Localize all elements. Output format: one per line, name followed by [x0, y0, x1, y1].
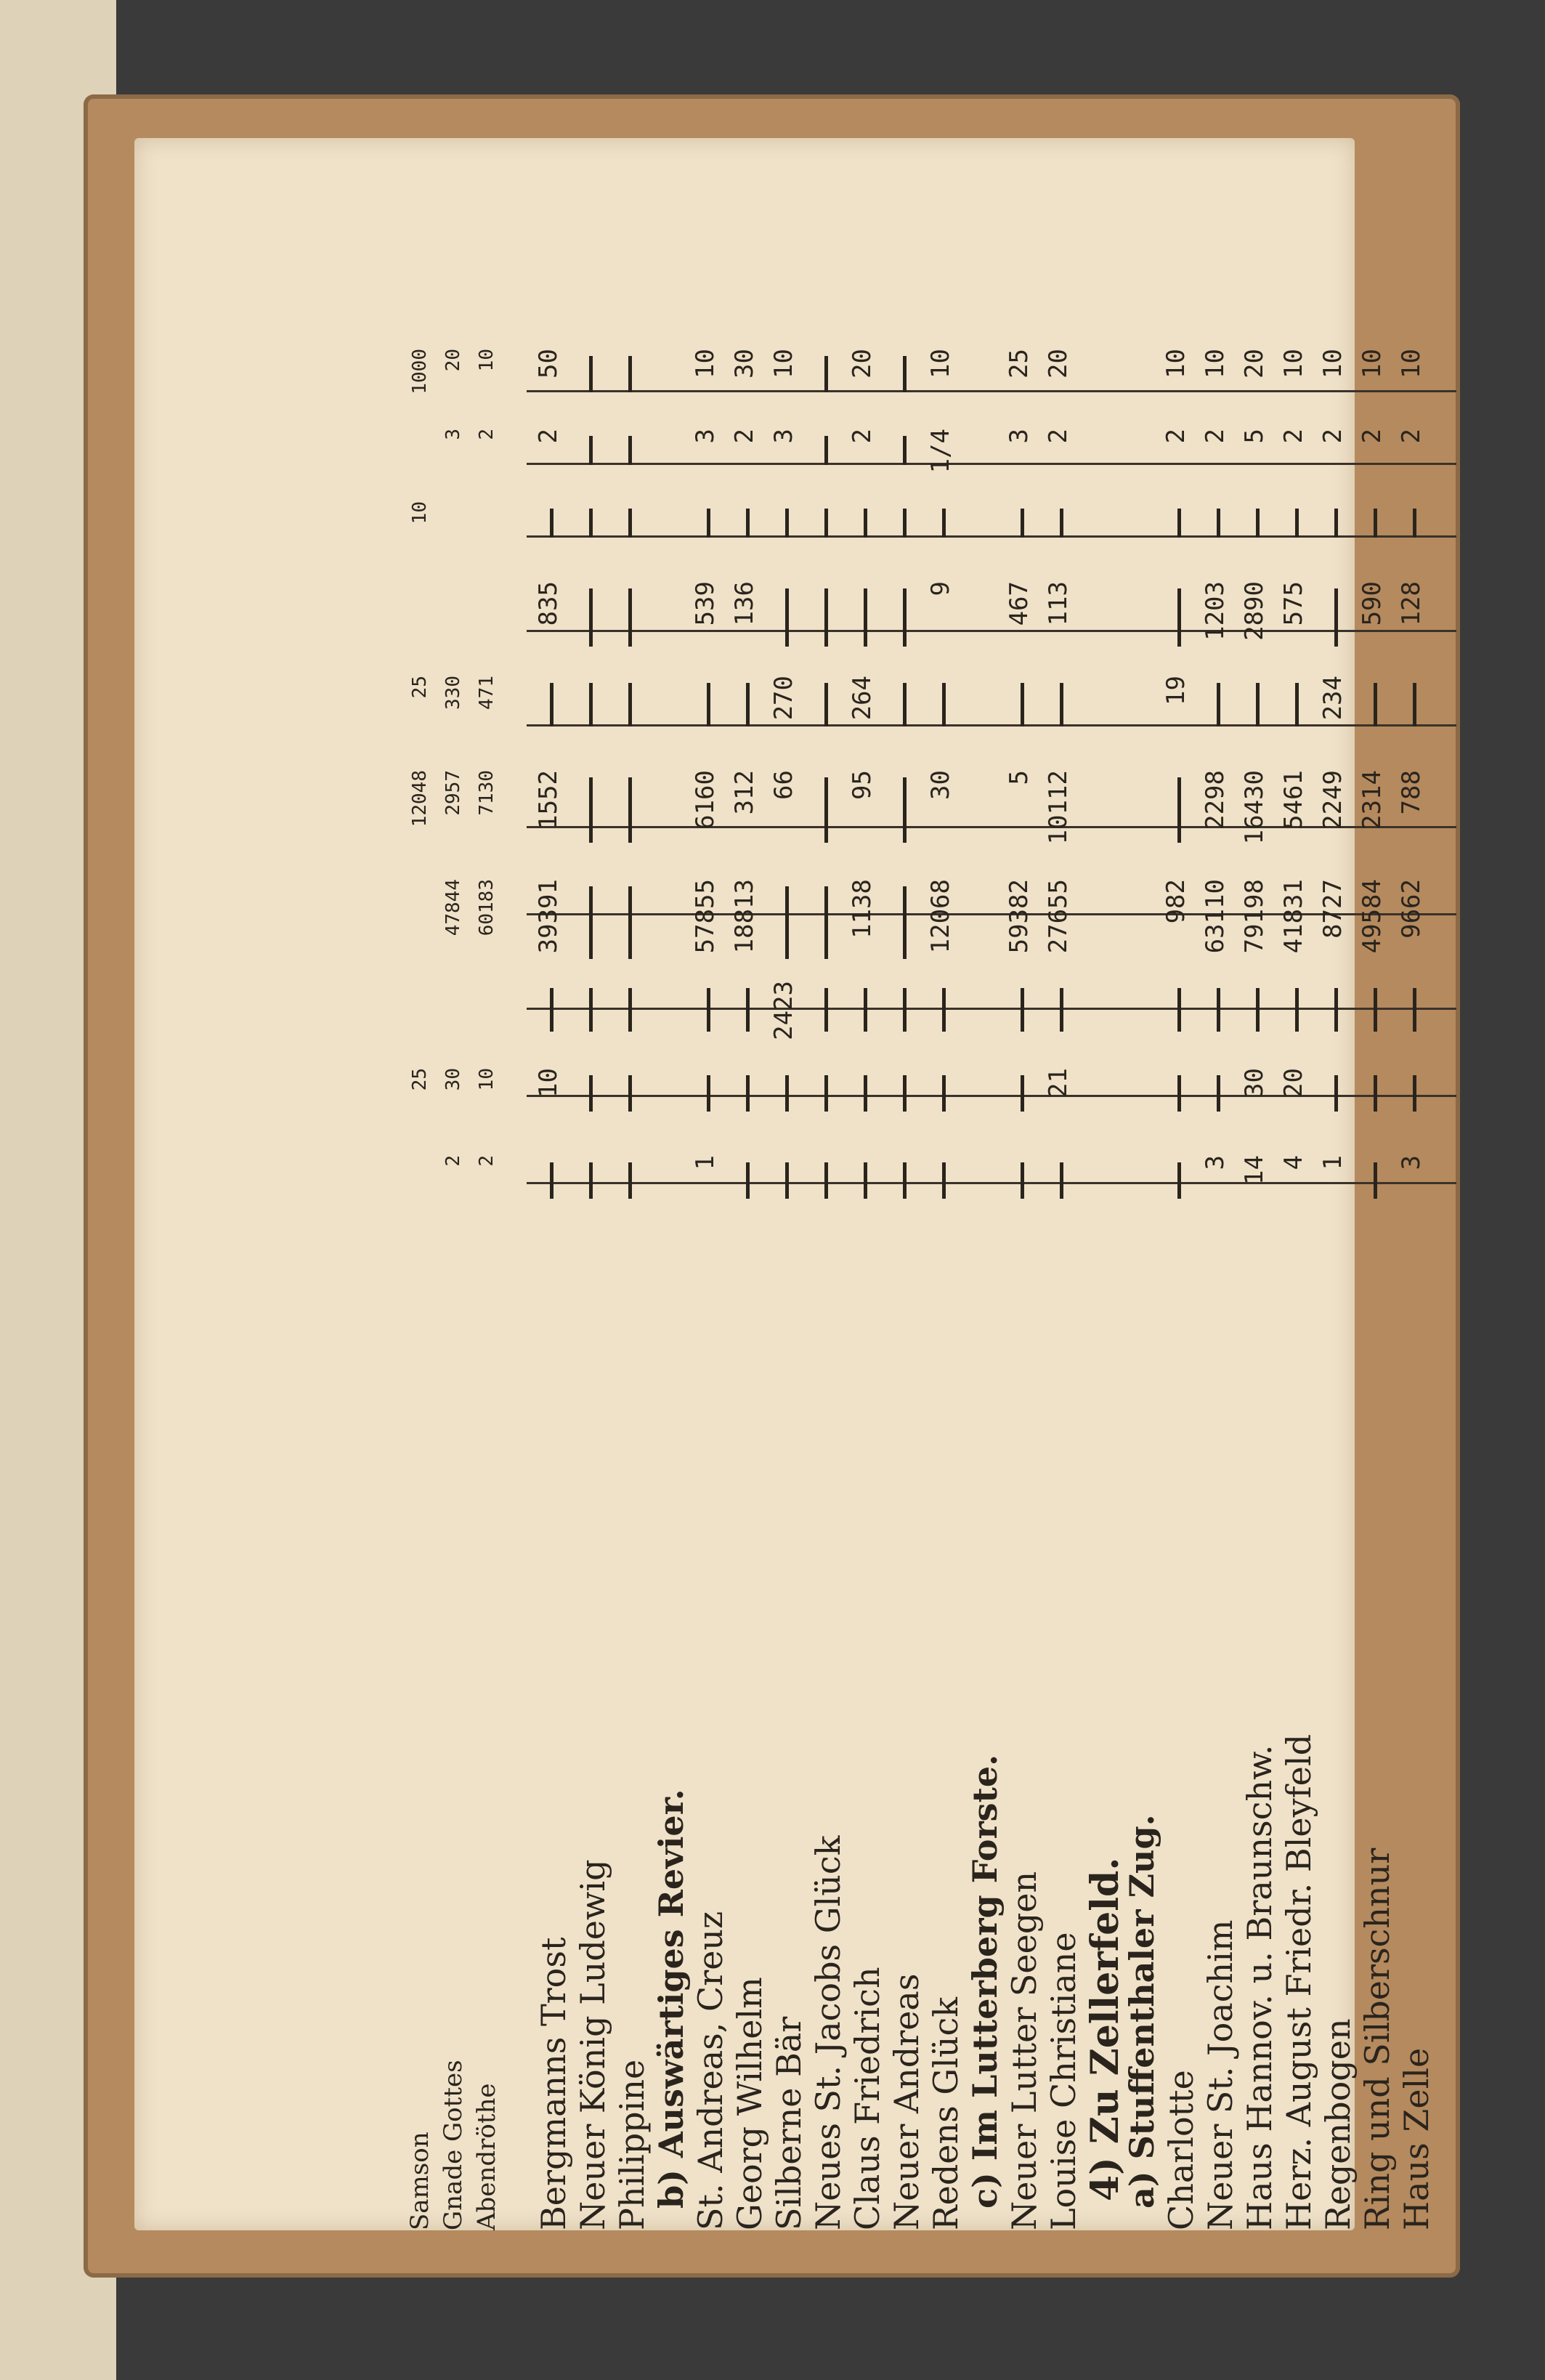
empty-cell-dash — [903, 436, 907, 465]
empty-cell-dash — [903, 588, 907, 647]
empty-cell-dash — [1413, 509, 1416, 538]
empty-cell-dash — [1334, 588, 1338, 647]
table-cell: 41831 — [1279, 879, 1308, 954]
table-cell: 10 — [1161, 349, 1191, 379]
table-cell: 835 — [534, 581, 563, 626]
empty-cell-dash — [1374, 509, 1377, 538]
table-cell: 49584 — [1358, 879, 1387, 954]
empty-cell-dash — [1021, 988, 1024, 1032]
table-cell: 12068 — [926, 879, 955, 954]
row-label: Haus Zelle — [1397, 2047, 1436, 2230]
empty-cell-dash — [864, 588, 867, 647]
empty-cell-dash — [1413, 1075, 1416, 1112]
empty-cell-dash — [1060, 988, 1063, 1032]
empty-cell-dash — [903, 988, 907, 1032]
empty-cell-dash — [1413, 988, 1416, 1032]
empty-cell-dash — [1413, 683, 1416, 726]
table-cell: 113 — [1044, 581, 1073, 626]
section-heading — [652, 327, 689, 2230]
table-row — [926, 327, 964, 2230]
row-label: Regenbogen — [1318, 2018, 1358, 2230]
empty-cell-dash — [746, 988, 750, 1032]
table-row — [573, 327, 611, 2230]
table-cell: 1203 — [1201, 581, 1230, 641]
table-cell: 1 — [1318, 1155, 1347, 1170]
strip-cell: 1000 — [409, 349, 431, 394]
empty-cell-dash — [746, 509, 750, 538]
table-cell: 590 — [1358, 581, 1387, 626]
empty-cell-dash — [864, 509, 867, 538]
table-row — [1318, 327, 1356, 2230]
table-cell: 2 — [1318, 429, 1347, 444]
section-heading — [1122, 327, 1160, 2230]
empty-cell-dash — [1374, 683, 1377, 726]
empty-cell-dash — [1334, 1075, 1338, 1112]
table-cell: 9 — [926, 581, 955, 596]
empty-cell-dash — [1295, 509, 1299, 538]
empty-cell-dash — [589, 1162, 593, 1199]
table-cell: 63110 — [1201, 879, 1230, 954]
table-cell: 10 — [1358, 349, 1387, 379]
empty-cell-dash — [1217, 509, 1220, 538]
table-cell: 539 — [691, 581, 720, 626]
empty-cell-dash — [628, 1075, 632, 1112]
empty-cell-dash — [589, 436, 593, 465]
empty-cell-dash — [1256, 683, 1260, 726]
empty-cell-dash — [1177, 777, 1181, 843]
table-cell: 2 — [1279, 429, 1308, 444]
table-row — [691, 327, 729, 2230]
strip-cell: 10 — [409, 501, 431, 525]
table-cell: 10 — [1201, 349, 1230, 379]
empty-cell-dash — [628, 356, 632, 392]
table-cell: 30 — [1240, 1068, 1269, 1098]
previous-page-strip — [403, 327, 527, 2230]
strip-cell: 471 — [476, 676, 498, 710]
empty-cell-dash — [1060, 509, 1063, 538]
empty-cell-dash — [785, 886, 789, 959]
row-label: Neuer Andreas — [887, 1973, 926, 2230]
table-cell: 10 — [1397, 349, 1426, 379]
table-cell: 95 — [848, 770, 877, 800]
table-cell: 57855 — [691, 879, 720, 954]
table-row — [808, 327, 846, 2230]
table-cell: 5 — [1240, 429, 1269, 444]
table-cell: 2 — [534, 429, 563, 444]
strip-cell: 20 — [442, 349, 464, 372]
empty-cell-dash — [1217, 1075, 1220, 1112]
book-page — [134, 138, 1436, 2230]
strip-cell: 47844 — [442, 879, 464, 936]
strip-cell: 7130 — [476, 770, 498, 816]
table-cell: 2298 — [1201, 770, 1230, 830]
table-cell: 20 — [1044, 349, 1073, 379]
empty-cell-dash — [785, 1162, 789, 1199]
strip-cell: 3 — [442, 429, 464, 440]
empty-cell-dash — [824, 1162, 828, 1199]
empty-cell-dash — [824, 509, 828, 538]
empty-cell-dash — [550, 1162, 553, 1199]
table-cell: 25 — [1005, 349, 1034, 379]
table-cell: 1138 — [848, 879, 877, 939]
row-label: Philippine — [612, 2059, 652, 2230]
empty-cell-dash — [1060, 1162, 1063, 1199]
row-label: Redens Glück — [926, 1996, 965, 2230]
strip-cell: 10 — [476, 1068, 498, 1091]
table-row — [1201, 327, 1238, 2230]
row-label: Neues St. Jacobs Glück — [808, 1835, 848, 2230]
table-row — [612, 327, 650, 2230]
empty-cell-dash — [707, 988, 710, 1032]
empty-cell-dash — [628, 436, 632, 465]
section-heading — [1083, 327, 1127, 2230]
empty-cell-dash — [903, 683, 907, 726]
empty-cell-dash — [942, 1162, 946, 1199]
row-label: St. Andreas, Creuz — [691, 1911, 730, 2230]
table-cell: 467 — [1005, 581, 1034, 626]
table-cell: 2314 — [1358, 770, 1387, 830]
table-cell: 3 — [691, 429, 720, 444]
empty-cell-dash — [1177, 1075, 1181, 1112]
section-heading — [965, 327, 1003, 2230]
empty-cell-dash — [1256, 509, 1260, 538]
empty-cell-dash — [1295, 683, 1299, 726]
empty-cell-dash — [824, 683, 828, 726]
empty-cell-dash — [707, 683, 710, 726]
empty-cell-dash — [942, 683, 946, 726]
row-label: Claus Friedrich — [848, 1967, 887, 2230]
empty-cell-dash — [1021, 509, 1024, 538]
table-cell: 2 — [1161, 429, 1191, 444]
empty-cell-dash — [785, 1075, 789, 1112]
empty-cell-dash — [903, 1075, 907, 1112]
empty-cell-dash — [1334, 988, 1338, 1032]
table-cell: 2 — [730, 429, 759, 444]
table-cell: 18813 — [730, 879, 759, 954]
strip-cell: 2 — [442, 1155, 464, 1167]
empty-cell-dash — [1295, 988, 1299, 1032]
table-cell: 16430 — [1240, 770, 1269, 845]
row-label: Neuer Lutter Seegen — [1005, 1871, 1044, 2230]
empty-cell-dash — [942, 988, 946, 1032]
empty-cell-dash — [1177, 588, 1181, 647]
empty-cell-dash — [746, 683, 750, 726]
table-cell: 19 — [1161, 676, 1191, 705]
table-cell: 264 — [848, 676, 877, 721]
empty-cell-dash — [1021, 683, 1024, 726]
empty-cell-dash — [1060, 683, 1063, 726]
table-cell: 39391 — [534, 879, 563, 954]
row-label: Neuer König Ludewig — [573, 1859, 612, 2230]
empty-cell-dash — [903, 509, 907, 538]
table-cell: 8727 — [1318, 879, 1347, 939]
table-cell: 2423 — [769, 981, 798, 1040]
empty-cell-dash — [707, 1075, 710, 1112]
table-row — [769, 327, 807, 2230]
strip-cell: 2 — [476, 1155, 498, 1167]
empty-cell-dash — [1374, 1075, 1377, 1112]
table-cell: 3 — [1201, 1155, 1230, 1170]
empty-cell-dash — [824, 988, 828, 1032]
empty-cell-dash — [864, 1075, 867, 1112]
empty-cell-dash — [589, 1075, 593, 1112]
table-cell: 1/4 — [926, 429, 955, 474]
empty-cell-dash — [628, 1162, 632, 1199]
table-row — [848, 327, 885, 2230]
table-cell: 30 — [926, 770, 955, 800]
empty-cell-dash — [903, 1162, 907, 1199]
table-row — [1279, 327, 1317, 2230]
table-cell: 21 — [1044, 1068, 1073, 1098]
table-cell: 4 — [1279, 1155, 1308, 1170]
table-cell: 136 — [730, 581, 759, 626]
strip-cell: 30 — [442, 1068, 464, 1091]
empty-cell-dash — [942, 1075, 946, 1112]
table-cell: 788 — [1397, 770, 1426, 815]
row-label: Neuer St. Joachim — [1201, 1919, 1240, 2230]
table-row — [1240, 327, 1278, 2230]
row-label: a) Stuffenthaler Zug. — [1122, 1814, 1161, 2209]
row-label: Haus Hannov. u. Braunschw. — [1240, 1744, 1279, 2230]
table-cell: 10112 — [1044, 770, 1073, 845]
empty-cell-dash — [589, 886, 593, 959]
empty-cell-dash — [628, 988, 632, 1032]
empty-cell-dash — [903, 777, 907, 843]
table-row — [730, 327, 768, 2230]
table-cell: 3 — [769, 429, 798, 444]
table-cell: 2 — [1044, 429, 1073, 444]
strip-cell: 25 — [409, 1068, 431, 1091]
table-cell: 9662 — [1397, 879, 1426, 939]
empty-cell-dash — [864, 1162, 867, 1199]
table-cell: 20 — [1240, 349, 1269, 379]
strip-cell: 60183 — [476, 879, 498, 936]
table-cell: 270 — [769, 676, 798, 721]
empty-cell-dash — [589, 777, 593, 843]
table-cell: 3 — [1397, 1155, 1426, 1170]
table-cell: 2 — [1358, 429, 1387, 444]
table-cell: 1 — [691, 1155, 720, 1170]
rotated-table — [403, 327, 1478, 2230]
empty-cell-dash — [589, 509, 593, 538]
empty-cell-dash — [1256, 988, 1260, 1032]
row-label: Silberne Bär — [769, 2016, 808, 2230]
empty-cell-dash — [550, 509, 553, 538]
table-row — [1397, 327, 1435, 2230]
empty-cell-dash — [824, 436, 828, 465]
row-label: Louise Christiane — [1044, 1932, 1083, 2230]
table-cell: 30 — [730, 349, 759, 379]
row-label: Ring und Silberschnur — [1358, 1847, 1397, 2230]
empty-cell-dash — [1334, 509, 1338, 538]
empty-cell-dash — [903, 356, 907, 392]
row-label: Charlotte — [1161, 2070, 1201, 2230]
strip-cell: 25 — [409, 676, 431, 699]
empty-cell-dash — [628, 886, 632, 959]
table-row — [1161, 327, 1199, 2230]
table-cell: 10 — [534, 1068, 563, 1098]
empty-cell-dash — [707, 509, 710, 538]
empty-cell-dash — [1217, 683, 1220, 726]
strip-cell: 10 — [476, 349, 498, 372]
table-row — [1005, 327, 1042, 2230]
row-label: Georg Wilhelm — [730, 1977, 769, 2230]
empty-cell-dash — [746, 1075, 750, 1112]
strip-row-label: Gnade Gottes — [439, 2060, 468, 2230]
strip-cell: 2957 — [442, 770, 464, 816]
empty-cell-dash — [1177, 1162, 1181, 1199]
empty-cell-dash — [824, 1075, 828, 1112]
table-cell: 20 — [1279, 1068, 1308, 1098]
empty-cell-dash — [864, 988, 867, 1032]
table-cell: 128 — [1397, 581, 1426, 626]
table-cell: 59382 — [1005, 879, 1034, 954]
empty-cell-dash — [628, 683, 632, 726]
table-cell: 2890 — [1240, 581, 1269, 641]
empty-cell-dash — [1021, 1075, 1024, 1112]
strip-row-label: Abendröthe — [472, 2083, 501, 2230]
table-cell: 14 — [1240, 1155, 1269, 1185]
strip-row-label: Samson — [405, 2132, 434, 2230]
empty-cell-dash — [1177, 509, 1181, 538]
table-cell: 50 — [534, 349, 563, 379]
empty-cell-dash — [550, 988, 553, 1032]
empty-cell-dash — [824, 777, 828, 843]
empty-cell-dash — [589, 356, 593, 392]
empty-cell-dash — [628, 509, 632, 538]
empty-cell-dash — [550, 683, 553, 726]
table-cell: 10 — [769, 349, 798, 379]
table-cell: 6160 — [691, 770, 720, 830]
empty-cell-dash — [785, 588, 789, 647]
empty-cell-dash — [589, 683, 593, 726]
table-cell: 234 — [1318, 676, 1347, 721]
empty-cell-dash — [589, 588, 593, 647]
table-row — [1044, 327, 1082, 2230]
row-label: b) Auswärtiges Revier. — [652, 1789, 691, 2209]
table-cell: 2249 — [1318, 770, 1347, 830]
empty-cell-dash — [1374, 988, 1377, 1032]
table-cell: 10 — [926, 349, 955, 379]
table-cell: 5461 — [1279, 770, 1308, 830]
strip-cell: 2 — [476, 429, 498, 440]
empty-cell-dash — [903, 886, 907, 959]
table-cell: 312 — [730, 770, 759, 815]
row-label: Bergmanns Trost — [534, 1937, 573, 2230]
empty-cell-dash — [824, 356, 828, 392]
table-row — [1358, 327, 1395, 2230]
table-cell: 10 — [691, 349, 720, 379]
empty-cell-dash — [785, 509, 789, 538]
empty-cell-dash — [746, 1162, 750, 1199]
table-cell: 1552 — [534, 770, 563, 830]
table-cell: 982 — [1161, 879, 1191, 924]
strip-cell: 12048 — [409, 770, 431, 827]
strip-cell: 330 — [442, 676, 464, 710]
table-cell: 2 — [1397, 429, 1426, 444]
row-label: 4) Zu Zellerfeld. — [1083, 1857, 1127, 2201]
empty-cell-dash — [1021, 1162, 1024, 1199]
empty-cell-dash — [942, 509, 946, 538]
row-label: Herz. August Friedr. Bleyfeld — [1279, 1733, 1318, 2230]
table-cell: 66 — [769, 770, 798, 800]
empty-cell-dash — [824, 886, 828, 959]
table-cell: 3 — [1005, 429, 1034, 444]
table-cell: 20 — [848, 349, 877, 379]
table-cell: 79198 — [1240, 879, 1269, 954]
table-cell: 2 — [1201, 429, 1230, 444]
empty-cell-dash — [1374, 1162, 1377, 1199]
empty-cell-dash — [1217, 988, 1220, 1032]
table-cell: 10 — [1279, 349, 1308, 379]
table-cell: 2 — [848, 429, 877, 444]
table-cell: 27655 — [1044, 879, 1073, 954]
empty-cell-dash — [628, 777, 632, 843]
row-label: c) Im Lutterberg Forste. — [965, 1754, 1005, 2209]
table-cell: 10 — [1318, 349, 1347, 379]
empty-cell-dash — [1177, 988, 1181, 1032]
table-cell: 5 — [1005, 770, 1034, 785]
table-row — [887, 327, 925, 2230]
table-cell: 575 — [1279, 581, 1308, 626]
table-row — [534, 327, 572, 2230]
empty-cell-dash — [824, 588, 828, 647]
empty-cell-dash — [589, 988, 593, 1032]
empty-cell-dash — [628, 588, 632, 647]
